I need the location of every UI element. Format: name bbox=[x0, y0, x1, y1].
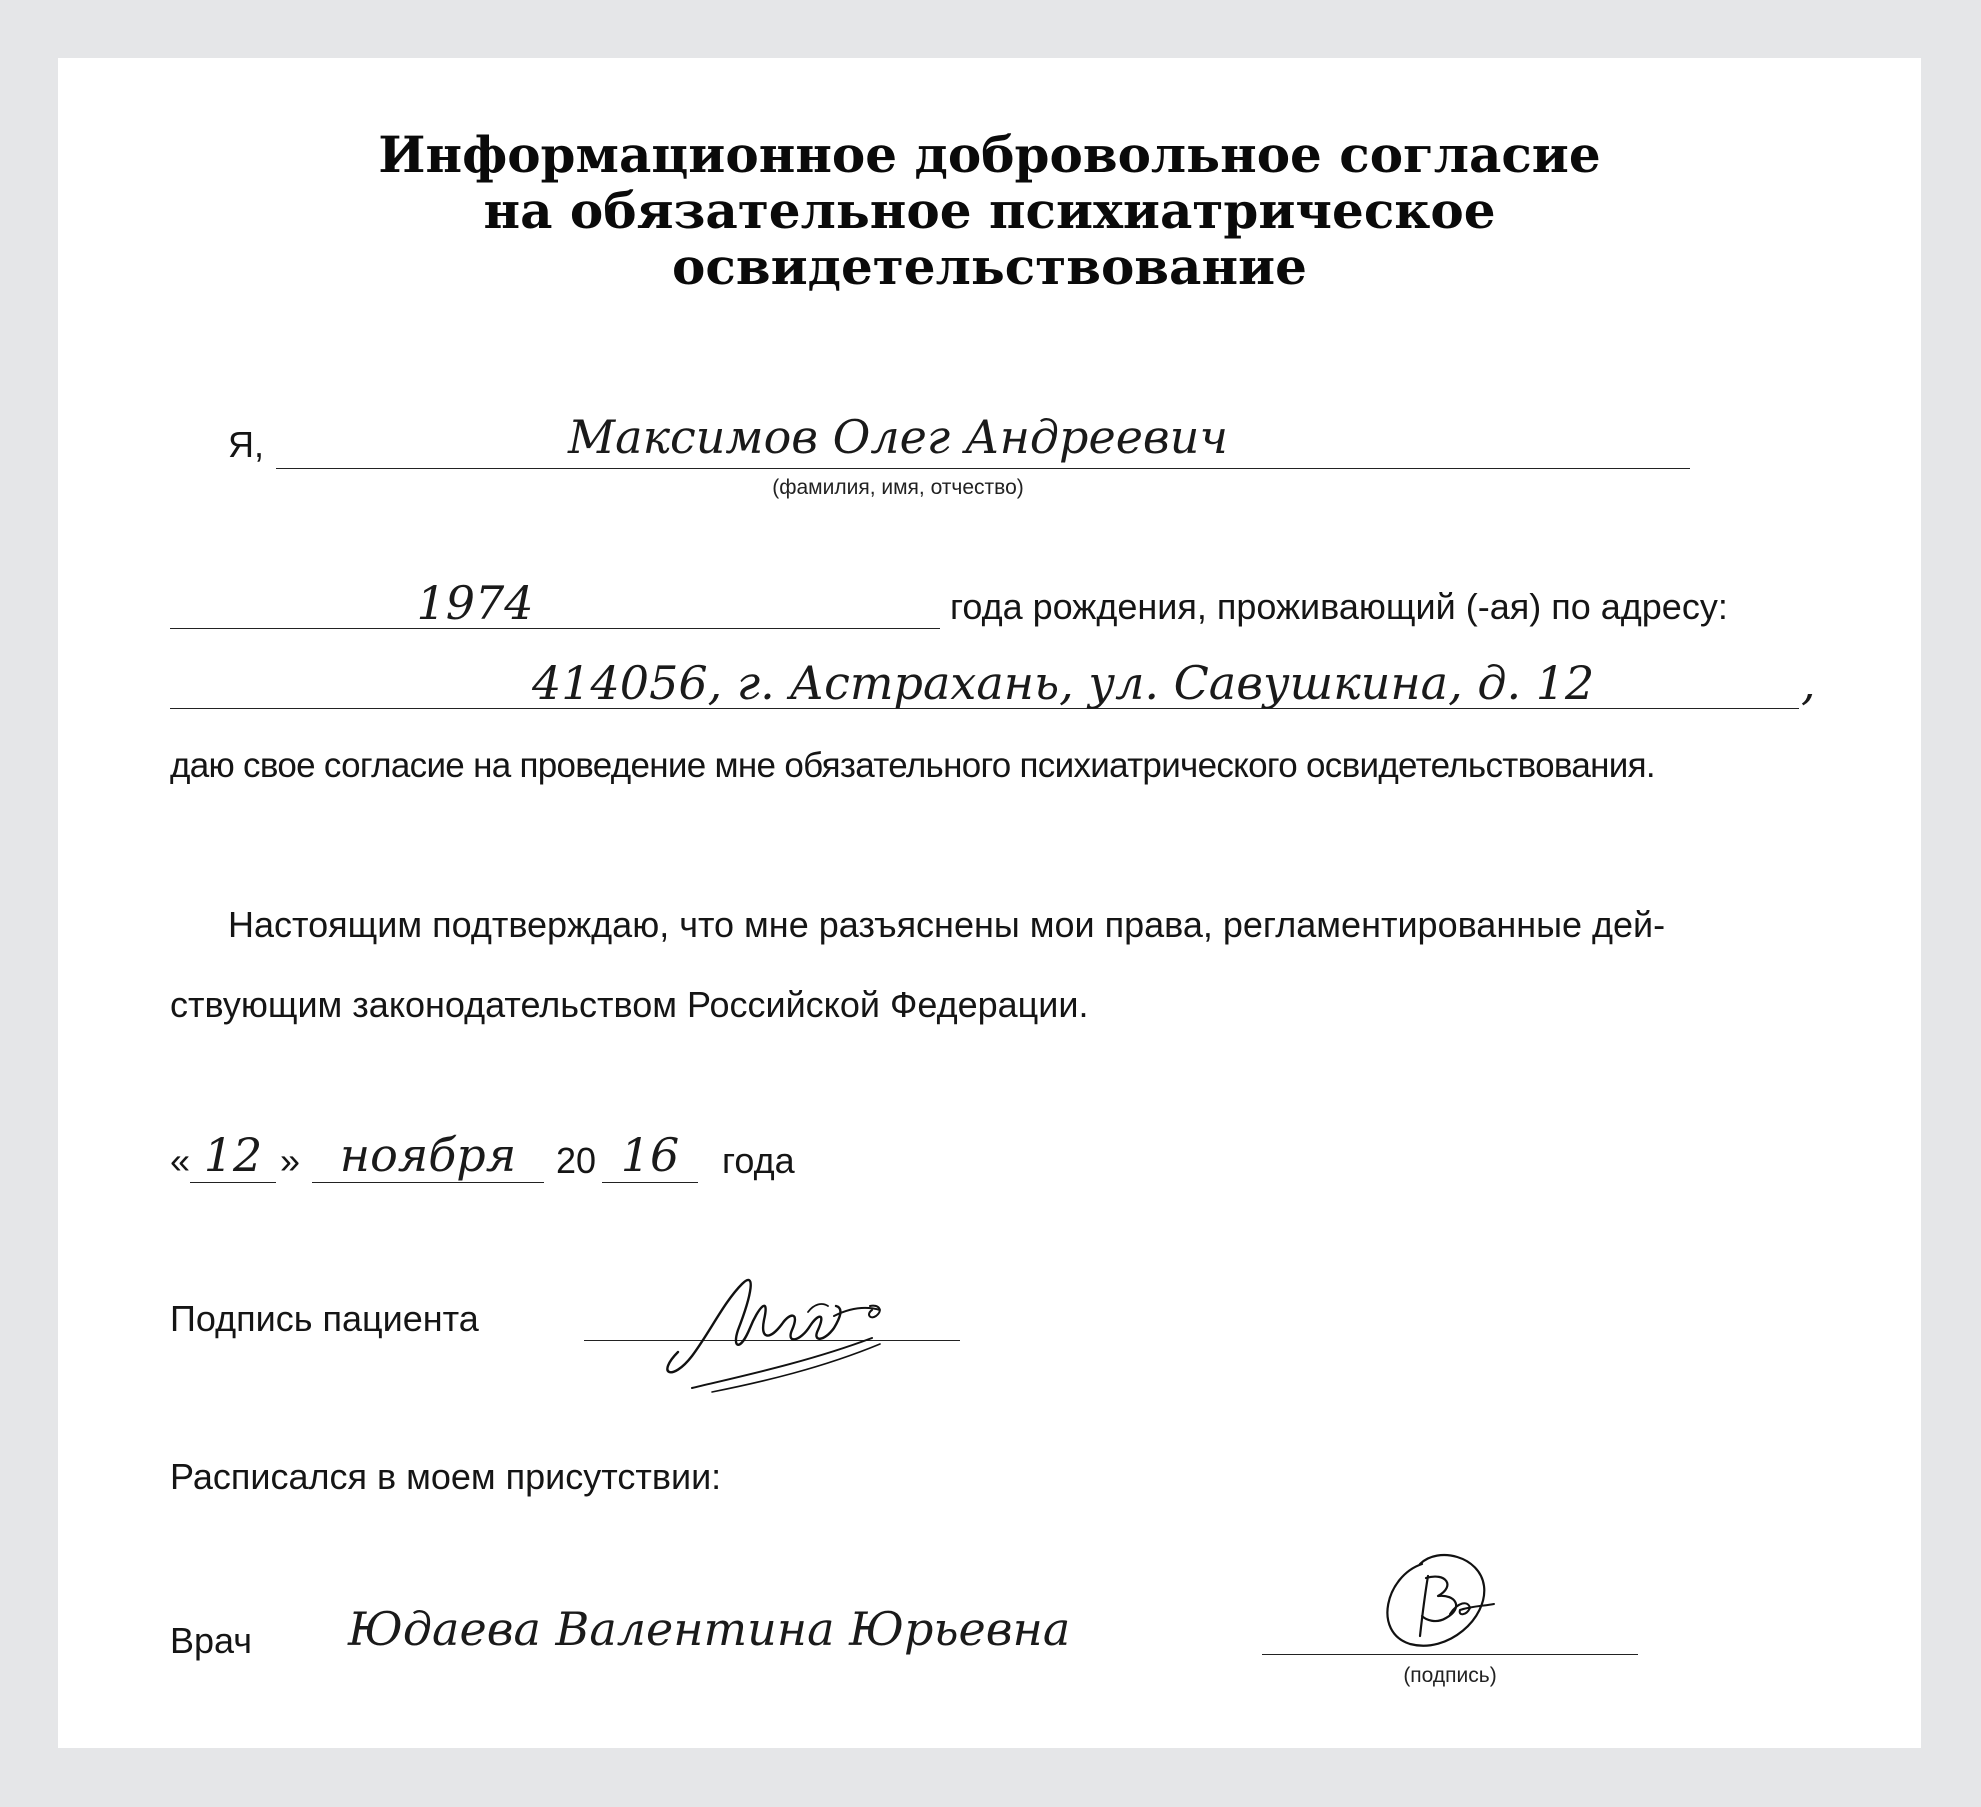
date-year-underline bbox=[602, 1182, 698, 1183]
date-day: 12 bbox=[203, 1128, 263, 1182]
witness-statement: Расписался в моем присутствии: bbox=[170, 1456, 722, 1497]
date-day-underline bbox=[190, 1182, 276, 1183]
doctor-label: Врач bbox=[170, 1620, 253, 1661]
date-close-quote: » bbox=[280, 1140, 301, 1181]
birth-year-text: года рождения, проживающий (-ая) по адресу: bbox=[950, 586, 1728, 627]
name-caption: (фамилия, имя, отчество) bbox=[772, 476, 1024, 499]
title-line-3: освидетельствование bbox=[672, 237, 1307, 296]
patient-name: Максимов Олег Андреевич bbox=[568, 410, 1228, 464]
date-year-suffix: 16 bbox=[620, 1128, 680, 1182]
date-century: 20 bbox=[556, 1140, 597, 1181]
date-month-underline bbox=[312, 1182, 544, 1183]
signature-caption: (подпись) bbox=[1403, 1664, 1497, 1687]
date-open-quote: « bbox=[170, 1140, 191, 1181]
patient-signature-image bbox=[658, 1256, 918, 1396]
address-value: 414056, г. Астрахань, ул. Савушкина, д. 12 bbox=[532, 656, 1595, 710]
date-year-word: года bbox=[722, 1140, 795, 1181]
doctor-signature-image bbox=[1376, 1546, 1526, 1656]
date-month: ноября bbox=[339, 1128, 517, 1182]
rights-paragraph-line-1: Настоящим подтверждаю, что мне разъяснены мои права, регламентированные дей- bbox=[228, 904, 1666, 945]
consent-form-sheet bbox=[58, 58, 1921, 1748]
rights-paragraph-line-2: ствующим законодательством Российской Федерации. bbox=[170, 984, 1089, 1025]
address-comma: , bbox=[1801, 656, 1816, 710]
consent-statement: даю свое согласие на проведение мне обязательного психиатрического освидетельствования. bbox=[170, 746, 1655, 785]
pronoun-label: Я, bbox=[228, 424, 264, 465]
doctor-name: Юдаева Валентина Юрьевна bbox=[348, 1602, 1071, 1656]
title-line-1: Информационное добровольное согласие bbox=[378, 125, 1601, 184]
patient-signature-label: Подпись пациента bbox=[170, 1298, 479, 1339]
name-underline bbox=[276, 468, 1690, 469]
title-line-2: на обязательное психиатрическое bbox=[483, 181, 1496, 240]
birth-year: 1974 bbox=[416, 576, 534, 630]
